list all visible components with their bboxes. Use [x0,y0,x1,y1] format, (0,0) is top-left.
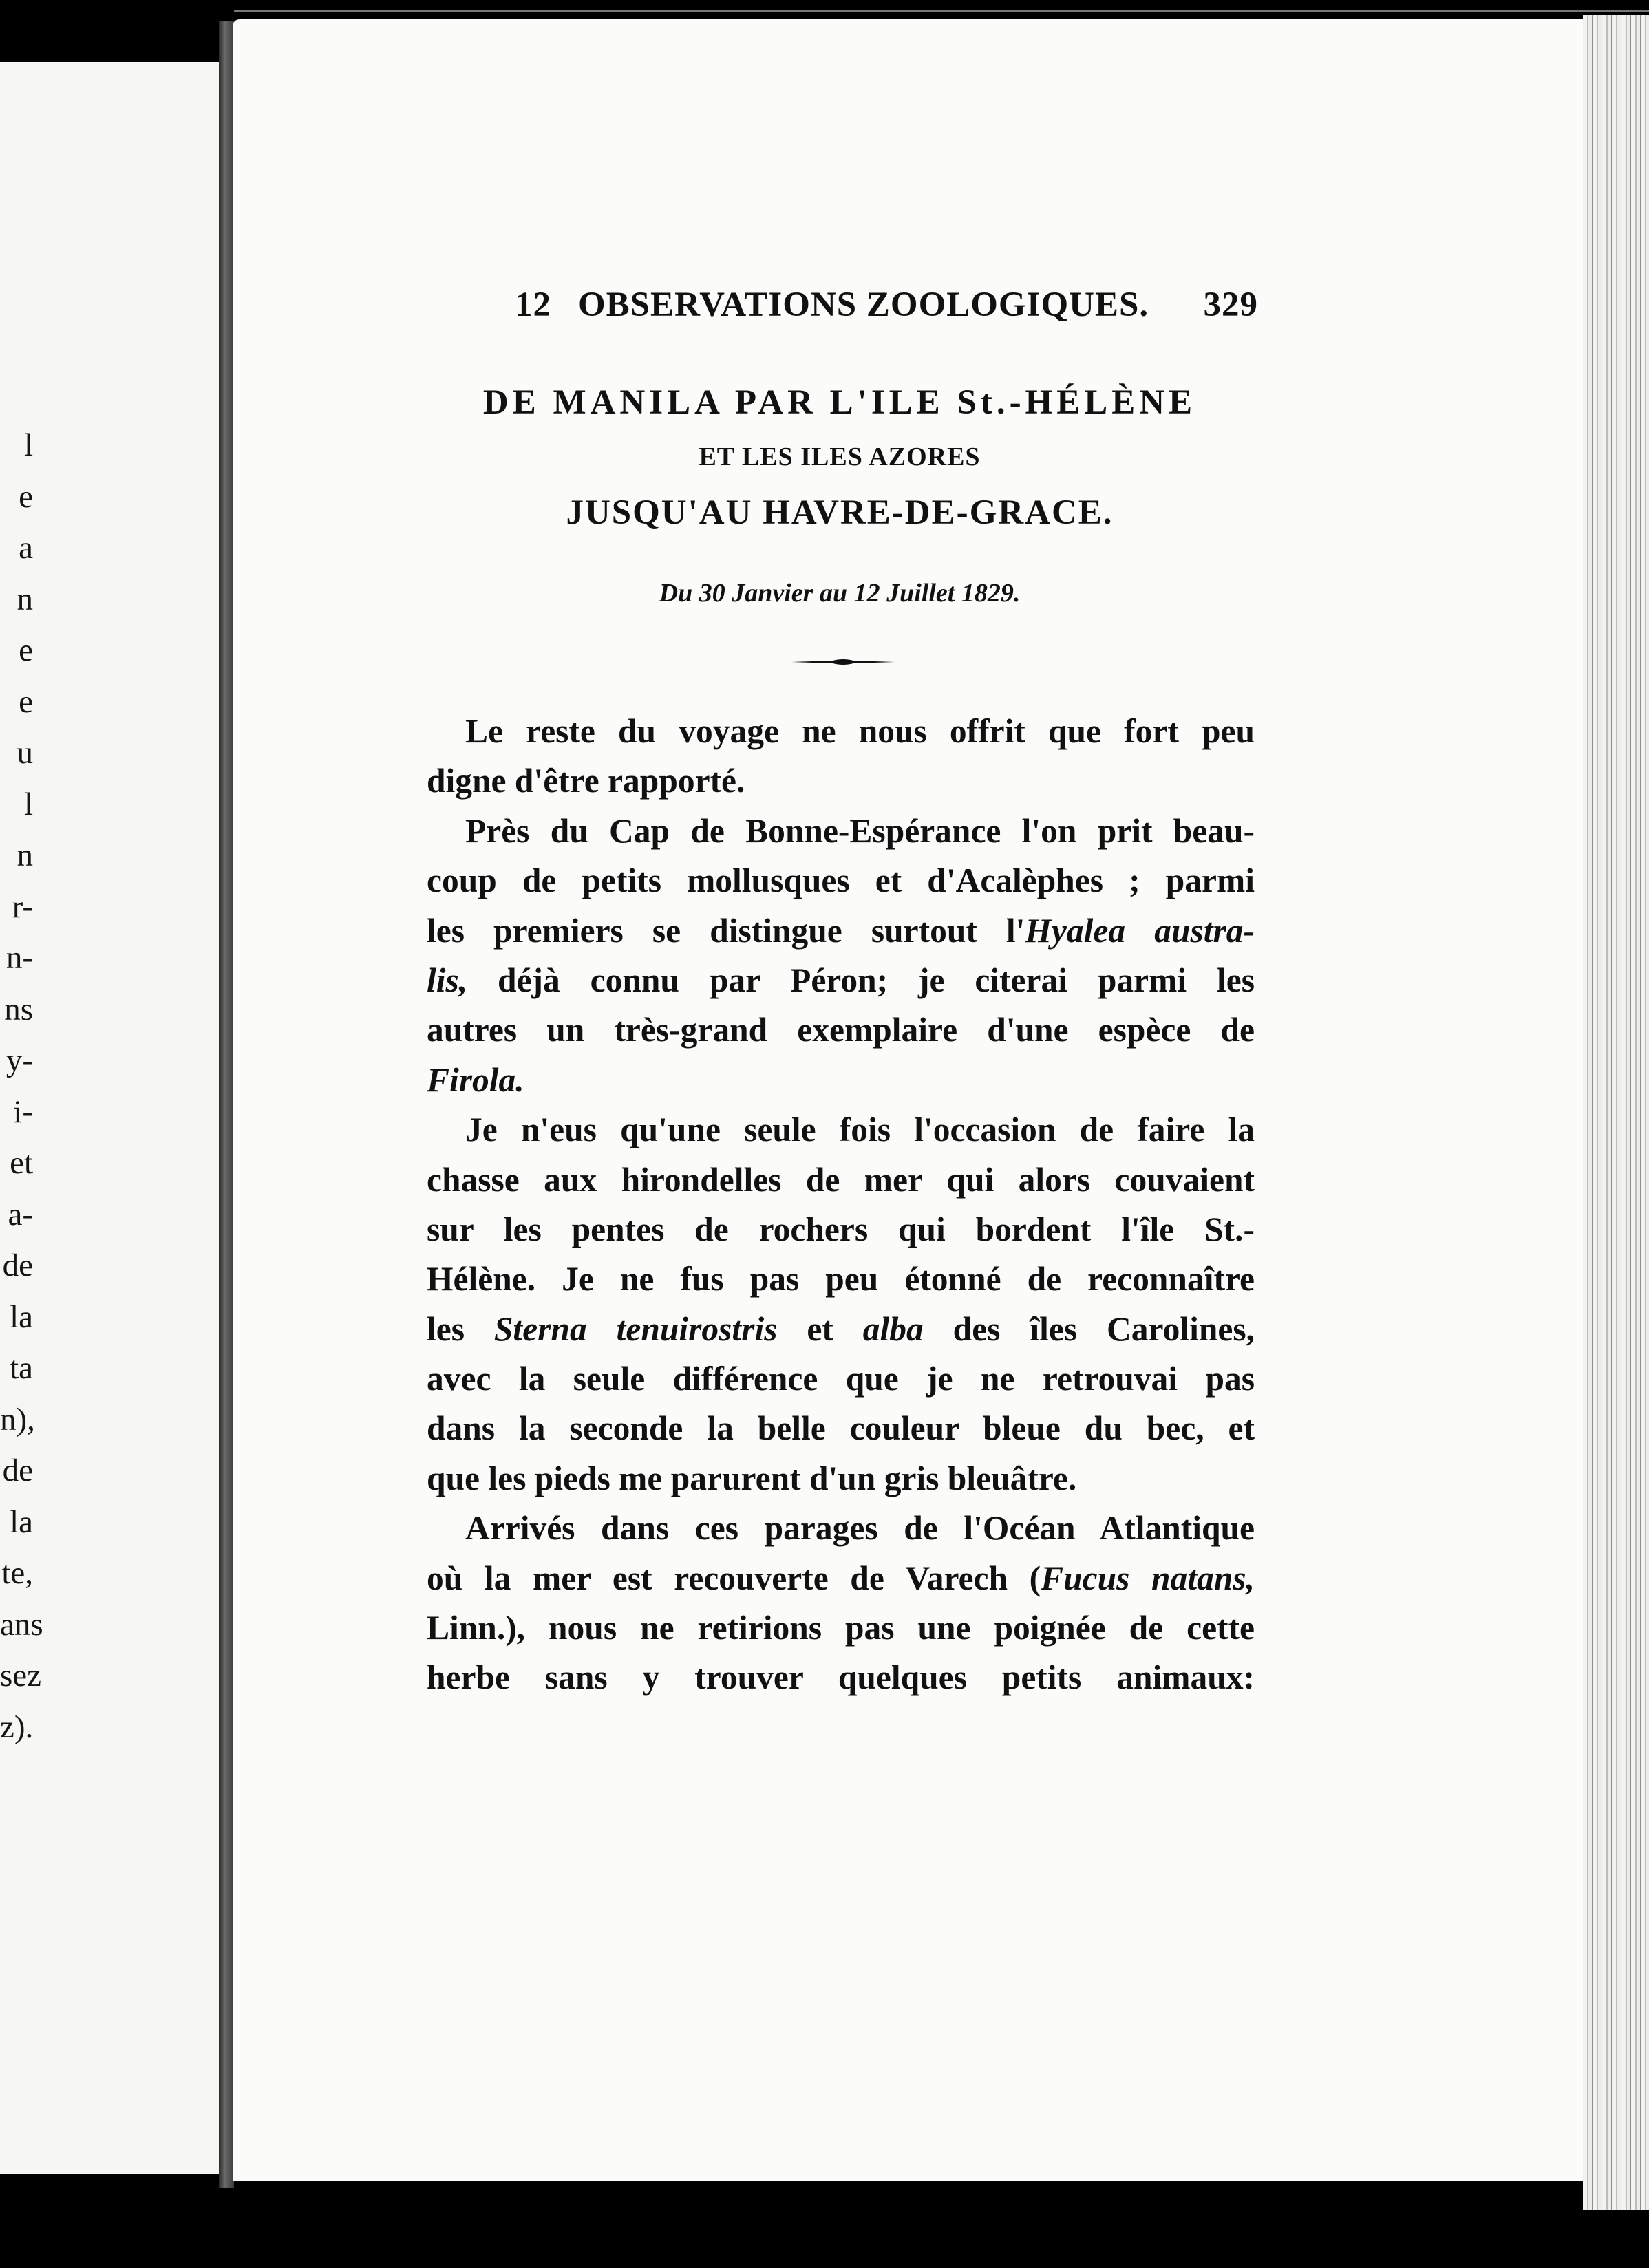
left-page-fragment: i- [13,1093,33,1130]
left-page-fragment: ans [0,1606,43,1643]
left-page-fragment: l [23,786,33,822]
section-number: 12 [515,286,551,324]
italic-run: Firola. [427,1060,524,1099]
text-line: Près du Cap de Bonne-Espérance l'on prit beau- [465,811,1255,850]
text-run: déjà connu par Péron; je citerai parmi les [467,961,1255,999]
body-text [427,707,1255,1703]
left-page-fragment: ns [4,991,33,1027]
text-line [427,1056,1255,1105]
text-line: digne d'être rapporté. [427,762,745,800]
text-line: Arrivés dans ces parages de l'Océan Atlantique [465,1509,1255,1548]
left-page-fragment: et [10,1145,33,1181]
left-page-fragment: ta [10,1350,33,1386]
left-page-fragment: a- [8,1196,33,1232]
date-line: Du 30 Janvier au 12 Juillet 1829. [659,579,1021,608]
text-line: herbe sans y trouver quelques petits animaux: [427,1658,1255,1697]
left-page-fragment: e [19,478,33,515]
text-line [427,906,1255,956]
left-page [0,62,219,2174]
left-page-fragment: l [23,427,33,463]
text-run: des îles Carolines, [923,1309,1255,1348]
heading-line-1: DE MANILA PAR L'ILE St.-HÉLÈNE [482,383,1197,422]
text-run: les [427,1309,494,1348]
text-line: Hélène. Je ne fus pas peu étonné de reconnaître [427,1260,1255,1298]
italic-run: Hyalea austra- [1025,911,1255,950]
left-page-fragment: e [19,632,33,668]
left-page-fragment: de [2,1453,33,1488]
book-top-edge [234,0,1649,18]
italic-run: alba [862,1309,924,1348]
running-head-title: OBSERVATIONS ZOOLOGIQUES. [578,286,1149,324]
left-page-fragment: u [17,735,33,771]
text-line: sur les pentes de rochers qui bordent l'île St.- [427,1210,1255,1248]
left-page-fragment: de [2,1248,33,1283]
running-head [515,285,1258,333]
left-page-fragment: z). [0,1709,34,1745]
text-line [427,1554,1255,1603]
text-line: Je n'eus qu'une seule fois l'occasion de faire la [465,1111,1255,1149]
text-line: avec la seule différence que je ne retrouvai pas [427,1360,1255,1398]
text-line: que les pieds me parurent d'un gris bleuâtre. [427,1459,1077,1497]
ornament-rule [791,657,895,667]
left-page-fragment: a [19,530,33,566]
left-page-fragment: n [17,581,33,617]
text-run: les premiers se distingue surtout l' [427,911,1025,950]
left-page-fragment: r- [12,888,33,925]
book-gutter [219,21,234,2188]
left-page-fragment: la [10,1504,33,1540]
page-edges [1583,15,1649,2210]
text-line: coup de petits mollusques et d'Acalèphes ; parmi [427,862,1255,900]
text-run: et [777,1309,863,1348]
left-page-fragment: y- [6,1042,33,1078]
text-line [427,1305,1255,1354]
heading-line-2: ET LES ILES AZORES [699,442,981,471]
text-line: Linn.), nous ne retirions pas une poignée de cette [427,1609,1255,1647]
left-page-fragment: la [10,1298,33,1335]
page-number: 329 [1203,286,1258,324]
left-page-text-fragments [0,420,43,1753]
left-page-fragment: sez [0,1658,42,1693]
text-line: dans la seconde la belle couleur bleue du bec, et [427,1409,1255,1448]
left-page-fragment: n [17,837,33,873]
left-page-fragment: n- [6,940,33,976]
italic-run: Sterna tenuirostris [493,1309,778,1348]
italic-run: lis, [427,961,468,999]
heading-line-3: JUSQU'AU HAVRE-DE-GRACE. [566,493,1114,532]
text-line: chasse aux hirondelles de mer qui alors couvaient [427,1160,1255,1199]
left-page-fragment: n), [0,1401,35,1437]
left-page-fragment: e [19,683,33,720]
italic-run: Fucus natans, [1041,1559,1255,1597]
text-run: où la mer est recouverte de Varech ( [427,1559,1041,1597]
text-line: autres un très-grand exemplaire d'une espèce de [427,1011,1255,1049]
text-line [427,956,1255,1005]
left-page-fragment: te, [1,1555,33,1591]
text-line: Le reste du voyage ne nous offrit que fort peu [465,712,1255,750]
